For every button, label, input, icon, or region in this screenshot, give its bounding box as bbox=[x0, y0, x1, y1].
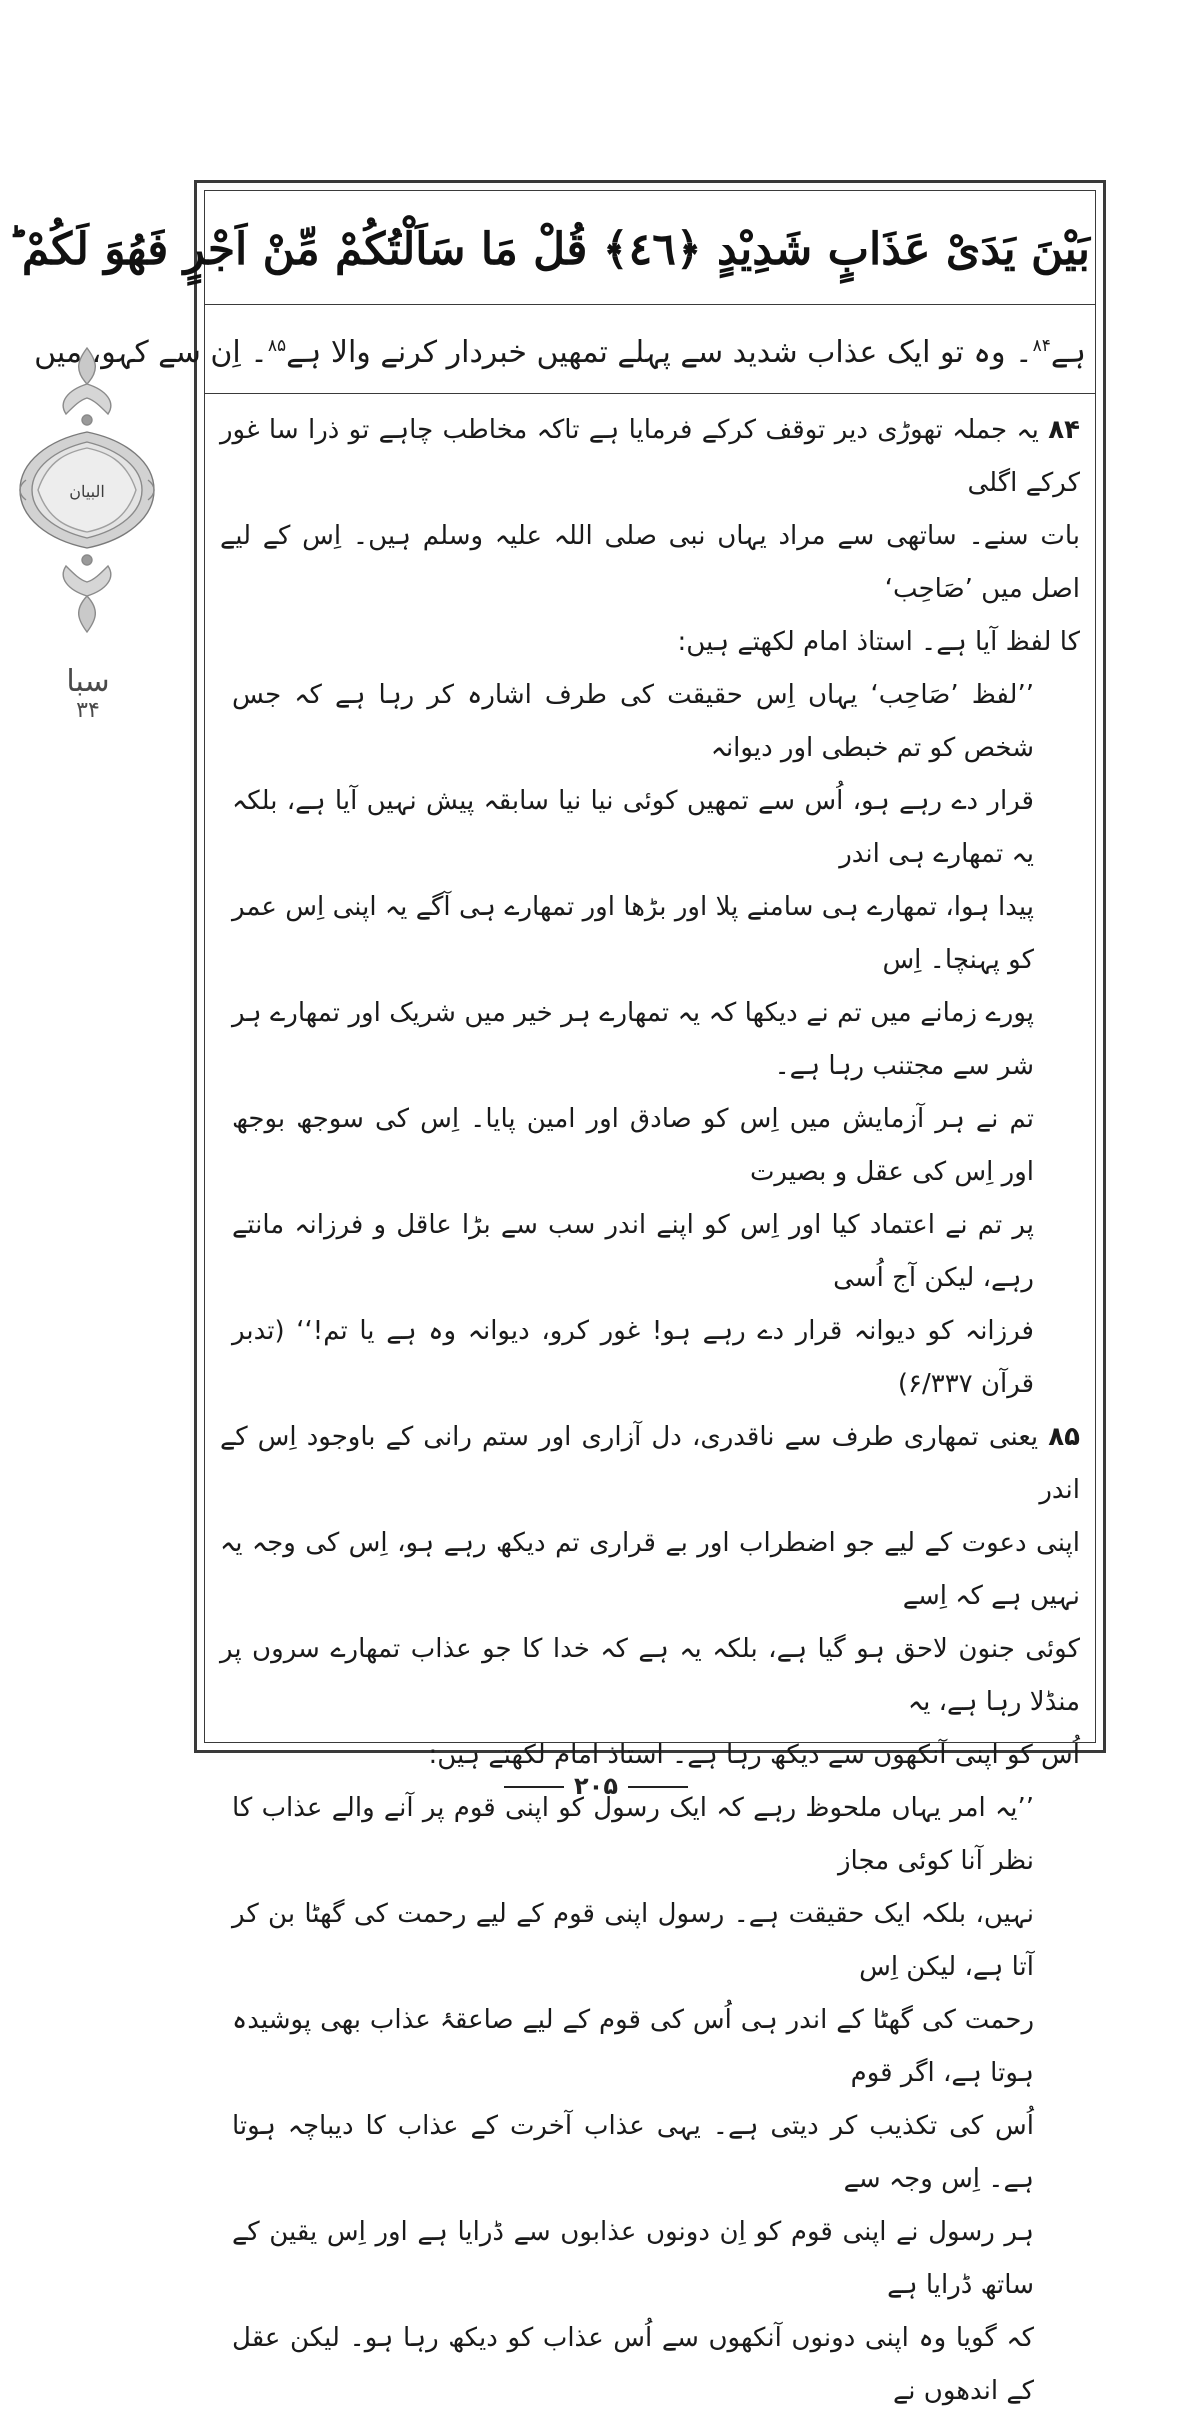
translation-part: ہے bbox=[1050, 335, 1086, 370]
quote-line: ’’لفظ ’صَاحِب‘ یہاں اِس حقیقت کی طرف اشارہ کر رہا ہے کہ جس شخص کو تم خبطی اور دیوانہ bbox=[232, 680, 1034, 763]
footnote-number: ۸۴ bbox=[1048, 415, 1080, 445]
page-number-dash bbox=[504, 1786, 564, 1788]
footnote-84-line: بات سنے۔ ساتھی سے مراد یہاں نبی صلی اللہ علیہ وسلم ہیں۔ اِس کے لیے اصل میں ’صَاحِب‘ bbox=[220, 521, 1080, 604]
divider-top bbox=[204, 304, 1096, 305]
text-line: یعنی تمھاری طرف سے ناقدری، دل آزاری اور ستم رانی کے باوجود اِس کے اندر bbox=[220, 1422, 1080, 1505]
text-line: یہ جملہ تھوڑی دیر توقف کرکے فرمایا ہے تاکہ مخاطب چاہے تو ذرا سا غور کرکے اگلی bbox=[220, 415, 1080, 498]
surah-marginal-label bbox=[58, 665, 118, 723]
quote-line: فرزانہ کو دیوانہ قرار دے رہے ہو! غور کرو، دیوانہ وہ ہے یا تم!‘‘ (تدبر قرآن ۶/۳۳۷) bbox=[232, 1316, 1034, 1399]
translation-part: ۔ اِن سے کہو، میں bbox=[34, 335, 268, 370]
quote-line: پیدا ہوا، تمھارے ہی سامنے پلا اور بڑھا اور تمھارے ہی آگے یہ اپنی اِس عمر کو پہنچا۔ اِس bbox=[232, 892, 1034, 975]
quote-line: ہر رسول نے اپنی قوم کو اِن دونوں عذابوں سے ڈرایا ہے اور اِس یقین کے ساتھ ڈرایا ہے bbox=[232, 2217, 1034, 2300]
footnote-marker-84: ۸۴ bbox=[1032, 336, 1051, 356]
quote-line: ’’یہ امر یہاں ملحوظ رہے کہ ایک رسول کو اپنی قوم پر آنے والے عذاب کا نظر آنا کوئی مجاز bbox=[232, 1793, 1034, 1876]
commentary-body bbox=[220, 404, 1080, 2418]
arabic-verse: بَيْنَ يَدَىْ عَذَابٍ شَدِيْدٍ ﴿٤٦﴾ قُلْ مَا سَاَلْتُكُمْ مِّنْ اَجْرٍ فَهُوَ لَكُمْ ؕ bbox=[7, 224, 1090, 275]
footnote-85-line: اُس کو اپنی آنکھوں سے دیکھ رہا ہے۔ استاذ امام لکھتے ہیں: bbox=[428, 1740, 1080, 1770]
surah-name: سبا bbox=[66, 664, 110, 699]
footnote-number: ۸۵ bbox=[1048, 1422, 1080, 1452]
emblem-text: البیان bbox=[69, 482, 105, 501]
page-number-value: ۲۰۵ bbox=[574, 1772, 618, 1800]
footnote-84-line bbox=[220, 404, 1080, 510]
page-number bbox=[0, 1772, 1192, 1800]
translation-part: ۔ وہ تو ایک عذاب شدید سے پہلے تمھیں خبردار کرنے والا ہے bbox=[286, 335, 1033, 370]
quote-line: پر تم نے اعتماد کیا اور اِس کو اپنے اندر سب سے بڑا عاقل و فرزانہ مانتے رہے، لیکن آج اُسی bbox=[232, 1210, 1034, 1293]
divider-bottom bbox=[204, 393, 1096, 394]
footnote-marker-85: ۸۵ bbox=[267, 336, 287, 356]
quote-line: اُس کی تکذیب کر دیتی ہے۔ یہی عذاب آخرت کے عذاب کا دیباچہ ہوتا ہے۔ اِس وجہ سے bbox=[232, 2111, 1034, 2194]
translation-line bbox=[34, 314, 1086, 392]
footnote-85-line: اپنی دعوت کے لیے جو اضطراب اور بے قراری تم دیکھ رہے ہو، اِس کی وجہ یہ نہیں ہے کہ اِسے bbox=[220, 1528, 1080, 1611]
footnote-84-line: کا لفظ آیا ہے۔ استاذ امام لکھتے ہیں: bbox=[677, 627, 1080, 657]
quote-line: رحمت کی گھٹا کے اندر ہی اُس کی قوم کے لیے صاعقۂ عذاب بھی پوشیدہ ہوتا ہے، اگر قوم bbox=[232, 2005, 1034, 2088]
quote-line: کہ گویا وہ اپنی دونوں آنکھوں سے اُس عذاب کو دیکھ رہا ہو۔ لیکن عقل کے اندھوں نے bbox=[232, 2323, 1034, 2406]
quote-line: پورے زمانے میں تم نے دیکھا کہ یہ تمھارے ہر خیر میں شریک اور تمھارے ہر شر سے مجتنب رہا ہے۔ bbox=[232, 998, 1034, 1081]
footnote-85-line bbox=[220, 1411, 1080, 1517]
surah-number: ۳۴ bbox=[76, 698, 100, 723]
quote-line: قرار دے رہے ہو، اُس سے تمھیں کوئی نیا نیا سابقہ پیش نہیں آیا ہے، بلکہ یہ تمھارے ہی اندر bbox=[232, 786, 1034, 869]
page-number-dash bbox=[628, 1786, 688, 1788]
quote-line: تم نے ہر آزمایش میں اِس کو صادق اور امین پایا۔ اِس کی سوجھ بوجھ اور اِس کی عقل و بصیرت bbox=[232, 1104, 1034, 1187]
footnote-85-line: کوئی جنون لاحق ہو گیا ہے، بلکہ یہ ہے کہ خدا کا جو عذاب تمھارے سروں پر منڈلا رہا ہے، یہ bbox=[220, 1634, 1080, 1717]
quote-line: نہیں، بلکہ ایک حقیقت ہے۔ رسول اپنی قوم کے لیے رحمت کی گھٹا بن کر آتا ہے، لیکن اِس bbox=[232, 1899, 1034, 1982]
